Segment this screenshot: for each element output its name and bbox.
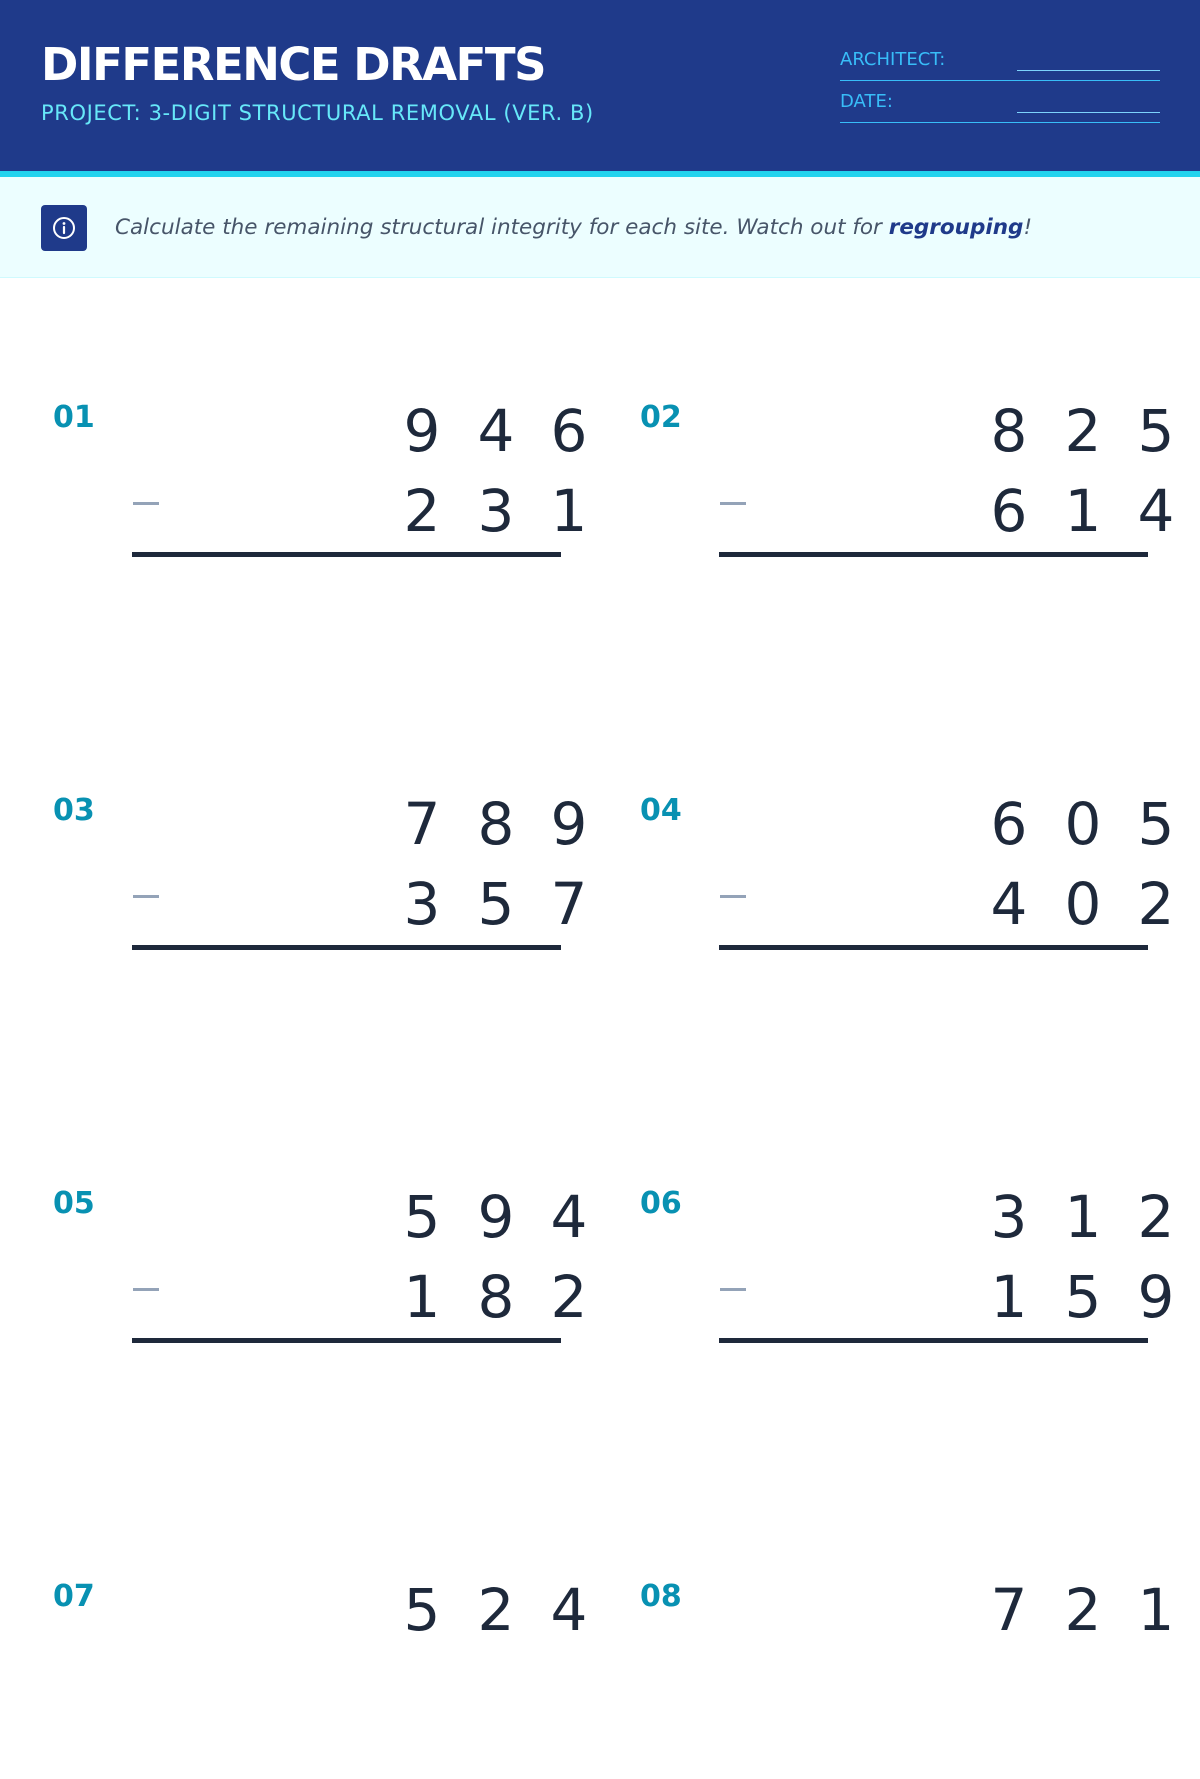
- minuend-digit: 9: [550, 790, 588, 858]
- answer-line: [132, 1338, 561, 1343]
- subtrahend-digit: 1: [990, 1263, 1028, 1331]
- minuend-digit: 4: [550, 1183, 588, 1251]
- minuend-digit: 1: [1064, 1183, 1102, 1251]
- problem-number: 03: [53, 793, 95, 828]
- date-blank-line[interactable]: [1017, 112, 1160, 113]
- problem-05: [40, 1183, 588, 1386]
- minus-sign: [720, 895, 746, 898]
- subtrahend-digit: 8: [477, 1263, 515, 1331]
- problem-04: [627, 790, 1175, 993]
- minus-sign: [133, 502, 159, 505]
- architect-field[interactable]: [840, 41, 1160, 81]
- minuend-digit: 5: [1137, 397, 1175, 465]
- subtrahend-digit: 9: [1137, 1263, 1175, 1331]
- subtrahend-digit: 2: [550, 1263, 588, 1331]
- problem-number: 08: [640, 1579, 682, 1614]
- minus-sign: [133, 1288, 159, 1291]
- instruction-text-end: !: [1023, 215, 1033, 240]
- subtrahend-digit: 4: [1137, 477, 1175, 545]
- minuend-digit: 9: [477, 1183, 515, 1251]
- minuend-digit: 6: [990, 790, 1028, 858]
- subtrahend-digit: 4: [990, 870, 1028, 938]
- subtrahend-digit: 1: [550, 477, 588, 545]
- worksheet-subtitle: PROJECT: 3-DIGIT STRUCTURAL REMOVAL (VER. B): [41, 101, 594, 125]
- instruction-text-start: Calculate the remaining structural integrity for each site. Watch out for: [115, 215, 889, 240]
- instruction-banner: [0, 177, 1200, 278]
- worksheet-title: DIFFERENCE DRAFTS: [41, 38, 545, 91]
- subtrahend-digit: 5: [1064, 1263, 1102, 1331]
- minuend-digit: 0: [1064, 790, 1102, 858]
- minuend-digit: 9: [403, 397, 441, 465]
- minus-sign: [720, 1288, 746, 1291]
- answer-line: [719, 1338, 1148, 1343]
- problem-number: 01: [53, 400, 95, 435]
- problem-02: [627, 397, 1175, 600]
- minuend-digit: 8: [990, 397, 1028, 465]
- minuend-digit: 2: [477, 1576, 515, 1644]
- minuend-digit: 8: [477, 790, 515, 858]
- minuend-digit: 2: [1064, 1576, 1102, 1644]
- minus-sign: [133, 895, 159, 898]
- minuend-digit: 2: [1137, 1183, 1175, 1251]
- minuend-digit: 5: [403, 1576, 441, 1644]
- problem-number: 07: [53, 1579, 95, 1614]
- answer-line: [132, 945, 561, 950]
- minus-sign: [720, 502, 746, 505]
- subtrahend-digit: 2: [403, 477, 441, 545]
- subtrahend-digit: 3: [403, 870, 441, 938]
- date-label: DATE:: [840, 91, 893, 112]
- problem-08: [627, 1576, 1175, 1779]
- problem-number: 05: [53, 1186, 95, 1221]
- minuend-digit: 5: [1137, 790, 1175, 858]
- answer-line: [719, 945, 1148, 950]
- subtrahend-digit: 7: [550, 870, 588, 938]
- minuend-digit: 1: [1137, 1576, 1175, 1644]
- minuend-digit: 6: [550, 397, 588, 465]
- date-field[interactable]: [840, 83, 1160, 123]
- problem-03: [40, 790, 588, 993]
- subtrahend-digit: 1: [403, 1263, 441, 1331]
- info-icon: [41, 205, 87, 251]
- problem-number: 04: [640, 793, 682, 828]
- subtrahend-digit: 3: [477, 477, 515, 545]
- subtrahend-digit: 2: [1137, 870, 1175, 938]
- architect-label: ARCHITECT:: [840, 49, 946, 70]
- subtrahend-digit: 5: [477, 870, 515, 938]
- minuend-digit: 2: [1064, 397, 1102, 465]
- subtrahend-digit: 6: [990, 477, 1028, 545]
- architect-blank-line[interactable]: [1017, 70, 1160, 71]
- page-header: [0, 0, 1200, 171]
- instruction-text: [115, 213, 1032, 243]
- minuend-digit: 5: [403, 1183, 441, 1251]
- minuend-digit: 4: [477, 397, 515, 465]
- problem-number: 02: [640, 400, 682, 435]
- instruction-emphasis: regrouping: [888, 215, 1024, 240]
- problem-07: [40, 1576, 588, 1779]
- subtrahend-digit: 1: [1064, 477, 1102, 545]
- problem-number: 06: [640, 1186, 682, 1221]
- minuend-digit: 3: [990, 1183, 1028, 1251]
- subtrahend-digit: 0: [1064, 870, 1102, 938]
- minuend-digit: 4: [550, 1576, 588, 1644]
- problem-01: [40, 397, 588, 600]
- answer-line: [132, 552, 561, 557]
- minuend-digit: 7: [990, 1576, 1028, 1644]
- answer-line: [719, 552, 1148, 557]
- minuend-digit: 7: [403, 790, 441, 858]
- problem-06: [627, 1183, 1175, 1386]
